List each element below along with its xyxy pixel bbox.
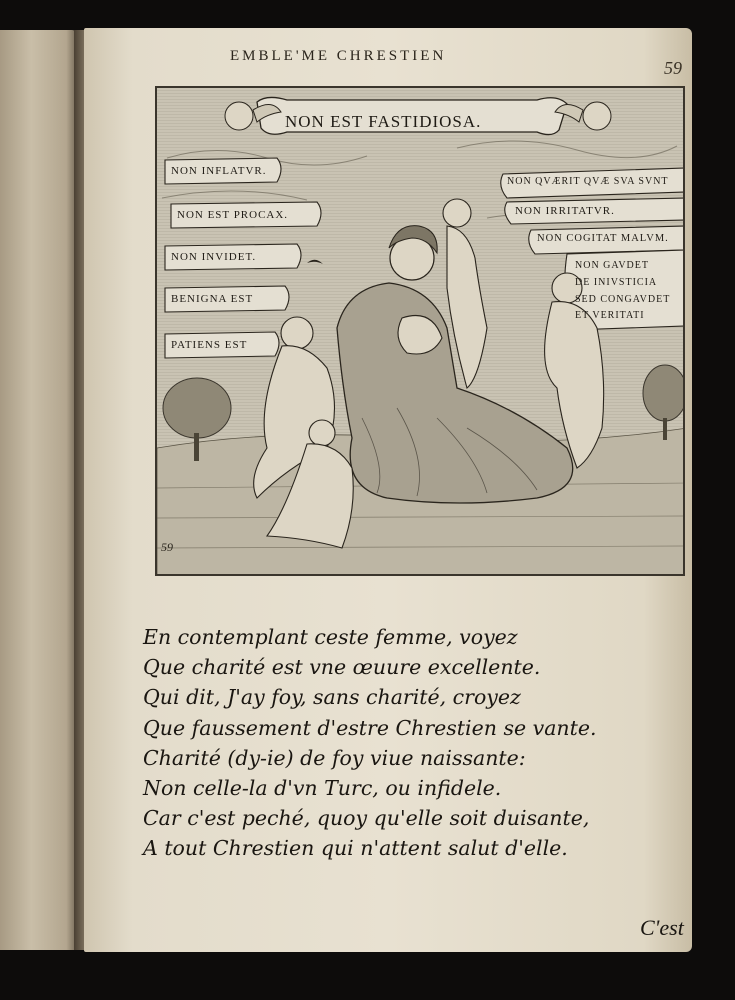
banner-non-est-procax: NON EST PROCAX. <box>177 209 289 221</box>
page-number: 59 <box>664 58 682 78</box>
verse-line: Charité (dy-ie) de foy viue naissante: <box>143 745 526 770</box>
banner-non-cogitat-malum: NON COGITAT MALVM. <box>537 233 669 244</box>
engraving-illustration <box>157 88 685 576</box>
catchword: C'est <box>640 915 684 940</box>
verse-line: Car c'est peché, quoy qu'elle soit duisante, <box>143 806 590 831</box>
tree-right <box>643 365 685 440</box>
plate-title: NON EST FASTIDIOSA. <box>285 112 482 131</box>
running-header: EMBLE'ME CHRESTIEN <box>230 48 447 64</box>
verse-line: Que charité est vne œuure excellente. <box>143 655 541 680</box>
verse-line: A tout Chrestien qui n'attent salut d'elle. <box>143 836 568 861</box>
plate-number: 59 <box>161 540 173 554</box>
banner-non-gaudet: NON GAVDET <box>575 260 649 271</box>
banner-non-quaerit: NON QVÆRIT QVÆ SVA SVNT <box>507 176 669 187</box>
right-virtue-banners <box>501 168 685 330</box>
left-page-edge <box>0 30 78 950</box>
verse-line: Que faussement d'estre Chrestien se vante. <box>143 715 597 740</box>
verse-line: Qui dit, J'ay foy, sans charité, croyez <box>143 685 521 710</box>
verse-line: En contemplant ceste femme, voyez <box>143 625 518 649</box>
banner-patiens-est: PATIENS EST <box>171 339 248 351</box>
engraved-plate <box>155 86 685 576</box>
left-page-bleed-through <box>18 670 78 950</box>
banner-et-veritati: ET VERITATI <box>575 310 645 321</box>
banner-de-iniusticia: DE INIVSTICIA <box>575 277 658 288</box>
banner-benigna-est: BENIGNA EST <box>171 293 254 305</box>
banner-sed-congaudet: SED CONGAVDET <box>575 294 671 305</box>
banner-non-irritatur: NON IRRITATVR. <box>515 205 615 217</box>
verse-line: Non celle-la d'vn Turc, ou infidele. <box>143 776 502 801</box>
banner-non-inflatur: NON INFLATVR. <box>171 165 267 177</box>
bird <box>307 260 323 264</box>
verse-block <box>143 622 613 864</box>
banner-non-invidet: NON INVIDET. <box>171 251 257 263</box>
